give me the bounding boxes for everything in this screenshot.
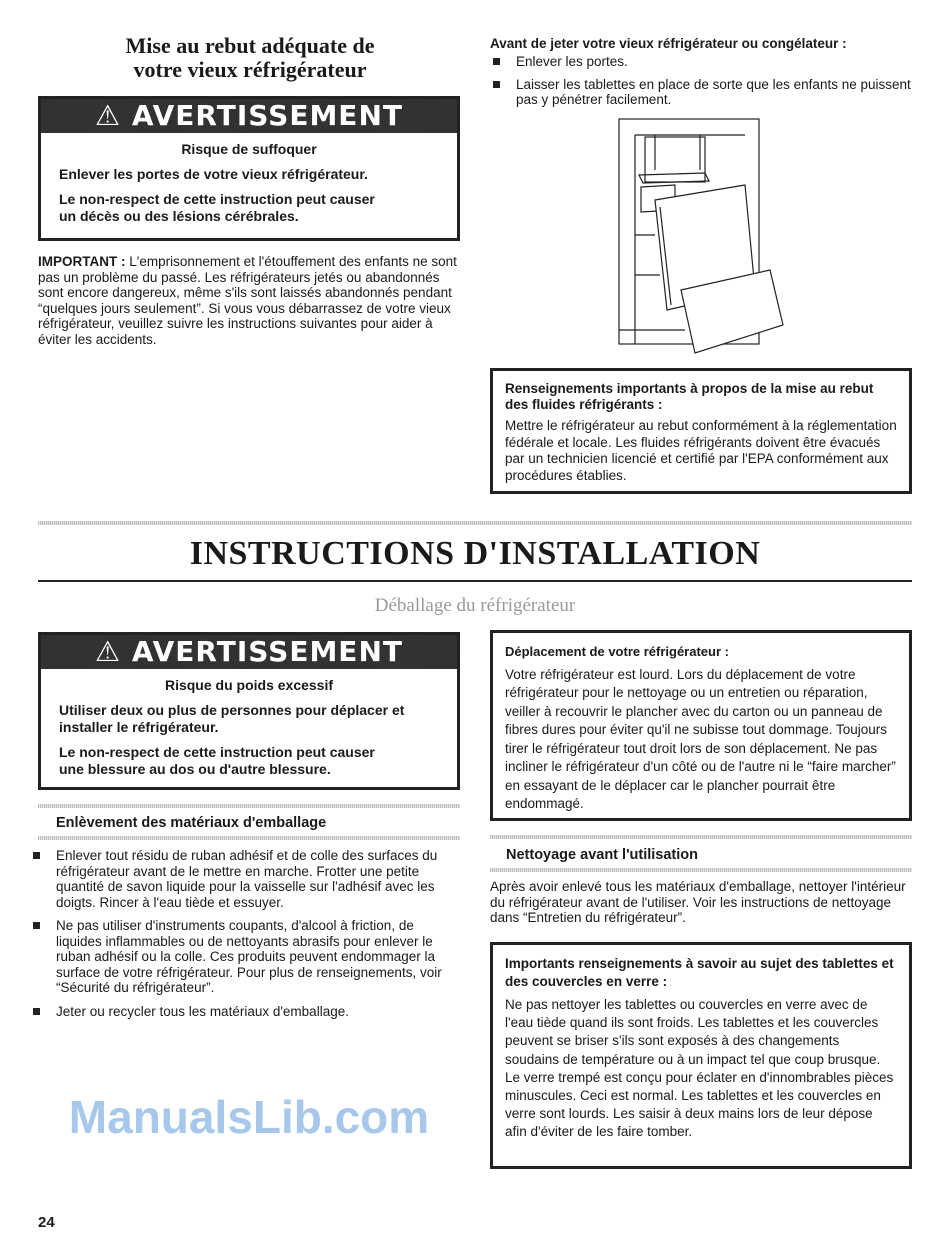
divider	[490, 835, 912, 839]
warning-line: une blessure au dos ou d'autre blessure.	[59, 761, 331, 777]
list-item: Jeter ou recycler tous les matériaux d'emballage.	[30, 1004, 460, 1020]
refrigerant-info-box	[490, 368, 912, 494]
divider	[38, 836, 460, 840]
warning-line: Utiliser deux ou plus de personnes pour déplacer et	[59, 702, 405, 718]
glass-info-box	[490, 942, 912, 1169]
box-heading: Renseignements importants à propos de la mise au rebut des fluides réfrigérants :	[505, 381, 874, 412]
section-title: INSTRUCTIONS D'INSTALLATION	[189, 535, 761, 572]
warning-triangle-icon: ⚠	[95, 635, 122, 668]
warning-header	[41, 99, 457, 133]
disposal-title	[40, 34, 460, 82]
cleaning-text: Après avoir enlevé tous les matériaux d'emballage, nettoyer l'intérieur du réfrigérateur avant de l'utiliser. Voir les instructions de nettoyage dans “Entretien du réfrigérateur”.	[490, 879, 906, 925]
divider	[38, 804, 460, 808]
box-text: Ne pas nettoyer les tablettes ou couvercles en verre avec de l'eau tiède quand ils sont froids. Les tablettes et les couvercles peuvent se briser s'ils sont exposés à des changements soudains de température ou à un impact tel que coup brusque. Le verre trempé est conçu pour éclater en d'innombrables pièces minuscules. Ceci est normal. Les tablettes et les couvercles en verre sont lourds. Les saisir à deux mains lors de leur dépose afin d'éviter de les faire tomber.	[505, 997, 894, 1140]
warning-risk: Risque de suffoquer	[181, 141, 317, 157]
list-item: Laisser les tablettes en place de sorte que les enfants ne puissent pas y pénétrer facilement.	[490, 77, 912, 108]
warning-risk: Risque du poids excessif	[164, 677, 334, 693]
before-heading: Avant de jeter votre vieux réfrigérateur ou congélateur :	[490, 36, 847, 51]
box-heading: Déplacement de votre réfrigérateur :	[505, 644, 729, 659]
box-text: Votre réfrigérateur est lourd. Lors du déplacement de votre réfrigérateur pour le nettoyage ou un entretien ou réparation, veiller à recouvrir le plancher avec du carton ou un panneau de fibres dures pour éviter qu'il ne subisse tout dommage. Toujours tirer le réfrigérateur tout droit lors de son déplacement. Ne pas incliner le réfrigérateur d'un côté ou de l'autre ni le “faire marcher” en essayant de le déplacer car le plancher pourrait être endommagé.	[505, 666, 896, 811]
divider	[490, 868, 912, 872]
before-disposal	[490, 36, 912, 116]
moving-info-box	[490, 630, 912, 821]
section-subtitle: Déballage du réfrigérateur	[374, 595, 576, 616]
packing-heading: Enlèvement des matériaux d'emballage	[56, 815, 327, 831]
warning-line: un décès ou des lésions cérébrales.	[59, 208, 299, 224]
warning-line: Le non-respect de cette instruction peut causer	[59, 744, 375, 760]
watermark: ManualsLib.com	[68, 1091, 430, 1143]
warning-triangle-icon: ⚠	[95, 99, 122, 132]
divider	[38, 521, 912, 525]
box-heading: Importants renseignements à savoir au sujet des tablettes et des couvercles en verre :	[505, 956, 894, 989]
important-text: L'emprisonnement et l'étouffement des enfants ne sont pas un problème du passé. Les réfrigérateurs jetés ou abandonnés sont encore dangereux, même s'ils sont laissés abandonnés pendant “quelques jours seulement”. Si vous vous débarrassez de votre vieux réfrigérateur, veuillez suivre les instructions suivantes pour aider à éviter les accidents.	[38, 254, 457, 347]
box-text: Mettre le réfrigérateur au rebut conformément à la réglementation fédérale et locale. Les fluides réfrigérants doivent être évacués par un technicien licencié et certifié par l'EPA conformément aux procédures établies.	[505, 418, 897, 483]
suffocation-warning	[38, 96, 460, 241]
warning-line: Enlever les portes de votre vieux réfrigérateur.	[59, 166, 368, 182]
warning-label: AVERTISSEMENT	[131, 635, 403, 668]
page-number: 24	[38, 1214, 55, 1231]
refrigerator-illustration	[605, 115, 795, 355]
important-paragraph	[38, 254, 460, 347]
important-label: IMPORTANT :	[38, 254, 126, 269]
cleaning-heading: Nettoyage avant l'utilisation	[506, 847, 698, 863]
warning-label: AVERTISSEMENT	[131, 99, 403, 132]
warning-line: Le non-respect de cette instruction peut causer	[59, 191, 375, 207]
title-rule	[38, 580, 912, 582]
title-line: votre vieux réfrigérateur	[133, 57, 367, 82]
list-item: Enlever tout résidu de ruban adhésif et de colle des surfaces du réfrigérateur avant de le mettre en marche. Frotter une petite quantité de savon liquide pour la vaisselle sur l'adhésif avec les doigts. Rincer à l'eau tiède et essuyer.	[30, 848, 460, 910]
warning-line: installer le réfrigérateur.	[59, 719, 219, 735]
warning-header	[41, 635, 457, 669]
list-item: Ne pas utiliser d'instruments coupants, d'alcool à friction, de liquides inflammables ou de nettoyants abrasifs pour enlever le ruban adhésif ou la colle. Ces produits peuvent endommager la surface de votre réfrigérateur. Pour plus de renseignements, voir “Sécurité du réfrigérateur”.	[30, 918, 460, 996]
list-item: Enlever les portes.	[490, 54, 912, 70]
title-line: Mise au rebut adéquate de	[125, 33, 375, 58]
weight-warning	[38, 632, 460, 790]
packing-list	[30, 848, 460, 1027]
